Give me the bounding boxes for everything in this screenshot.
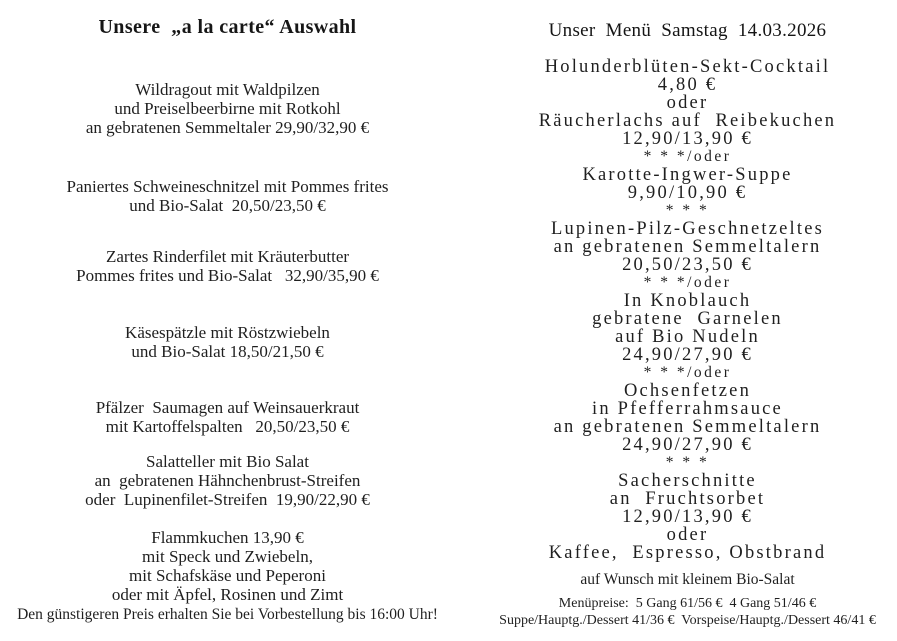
menu-line: Pfälzer Saumagen auf Weinsauerkraut [95,398,360,417]
menu-line: 4,80 € [657,75,718,95]
menu-line: * * */oder [643,274,732,291]
menu-line: in Pfefferrahmsauce [592,399,783,419]
daily-menu-title: Unser Menü Samstag 14.03.2026 [548,20,827,41]
menu-line: oder mit Äpfel, Rosinen und Zimt [111,585,344,604]
menu-line: und Bio-Salat 18,50/21,50 € [131,342,324,361]
menu-line: * * */oder [643,364,732,381]
menu-item-salatteller [0,452,455,509]
menu-line: mit Kartoffelspalten 20,50/23,50 € [105,417,350,436]
menu-item-schweineschnitzel [0,177,455,215]
menu-line: Zartes Rinderfilet mit Kräuterbutter [105,247,350,266]
menu-line: an gebratenen Semmeltaler 29,90/32,90 € [85,118,370,137]
menu-line: Salatteller mit Bio Salat [146,452,309,471]
menu-line: an gebratenen Semmeltalern [553,237,822,257]
menu-line: 24,90/27,90 € [622,435,753,455]
menu-line: und Preiselbeerbirne mit Rotkohl [114,99,341,118]
menu-line: oder Lupinenfilet-Streifen 19,90/22,90 € [85,490,370,509]
menu-line: mit Schafskäse und Peperoni [129,566,326,585]
menu-line: Ochsenfetzen [623,381,752,401]
menu-line: * * * [665,454,710,471]
menu-line: oder [666,93,709,113]
menu-line: Paniertes Schweineschnitzel mit Pommes frites [66,177,389,196]
menu-line: Käsespätzle mit Röstzwiebeln [125,323,330,342]
menu-prices-line-1: Menüpreise: 5 Gang 61/56 € 4 Gang 51/46 € [558,596,817,611]
menu-item-rinderfilet [0,247,455,285]
bio-salat-note: auf Wunsch mit kleinem Bio-Salat [580,571,795,588]
menu-line: auf Bio Nudeln [615,327,760,347]
menu-prices-line-2: Suppe/Hauptg./Dessert 41/36 € Vorspeise/Hauptg./Dessert 46/41 € [499,613,876,628]
menu-line: Lupinen-Pilz-Geschnetzeltes [550,219,825,239]
menu-item-wildragout [0,80,455,137]
menu-line: * * * [665,202,710,219]
menu-line: 12,90/13,90 € [622,507,753,527]
menu-line: oder [666,525,709,545]
menu-line: 20,50/23,50 € [622,255,753,275]
menu-line: und Bio-Salat 20,50/23,50 € [129,196,326,215]
a-la-carte-title: Unsere „a la carte“ Auswahl [98,16,357,38]
menu-line: Räucherlachs auf Reibekuchen [538,111,837,131]
preorder-note: Den günstigeren Preis erhalten Sie bei Vorbestellung bis 16:00 Uhr! [17,606,438,623]
menu-line: * * */oder [643,148,732,165]
menu-item-saumagen [0,398,455,436]
menu-line: gebratene Garnelen [592,309,783,329]
daily-menu-column [478,0,897,641]
menu-line: Holunderblüten-Sekt-Cocktail [544,57,831,77]
menu-line: an gebratenen Hähnchenbrust-Streifen [94,471,361,490]
menu-line: Sacherschnitte [618,471,757,491]
menu-item-kaesespaetzle [0,323,455,361]
menu-line: Kaffee, Espresso, Obstbrand [548,543,827,563]
menu-line: 12,90/13,90 € [622,129,753,149]
menu-line: 24,90/27,90 € [622,345,753,365]
menu-line: an gebratenen Semmeltalern [553,417,822,437]
menu-line: an Fruchtsorbet [609,489,766,509]
menu-line: mit Speck und Zwiebeln, [142,547,313,566]
daily-menu-courses [478,58,897,562]
menu-line: Wildragout mit Waldpilzen [135,80,320,99]
menu-line: In Knoblauch [623,291,752,311]
menu-line: Pommes frites und Bio-Salat 32,90/35,90 € [76,266,379,285]
menu-item-flammkuchen [0,528,455,604]
menu-prices [478,595,897,629]
menu-line: Karotte-Ingwer-Suppe [582,165,793,185]
menu-line: 9,90/10,90 € [627,183,748,203]
menu-line: Flammkuchen 13,90 € [151,528,304,547]
